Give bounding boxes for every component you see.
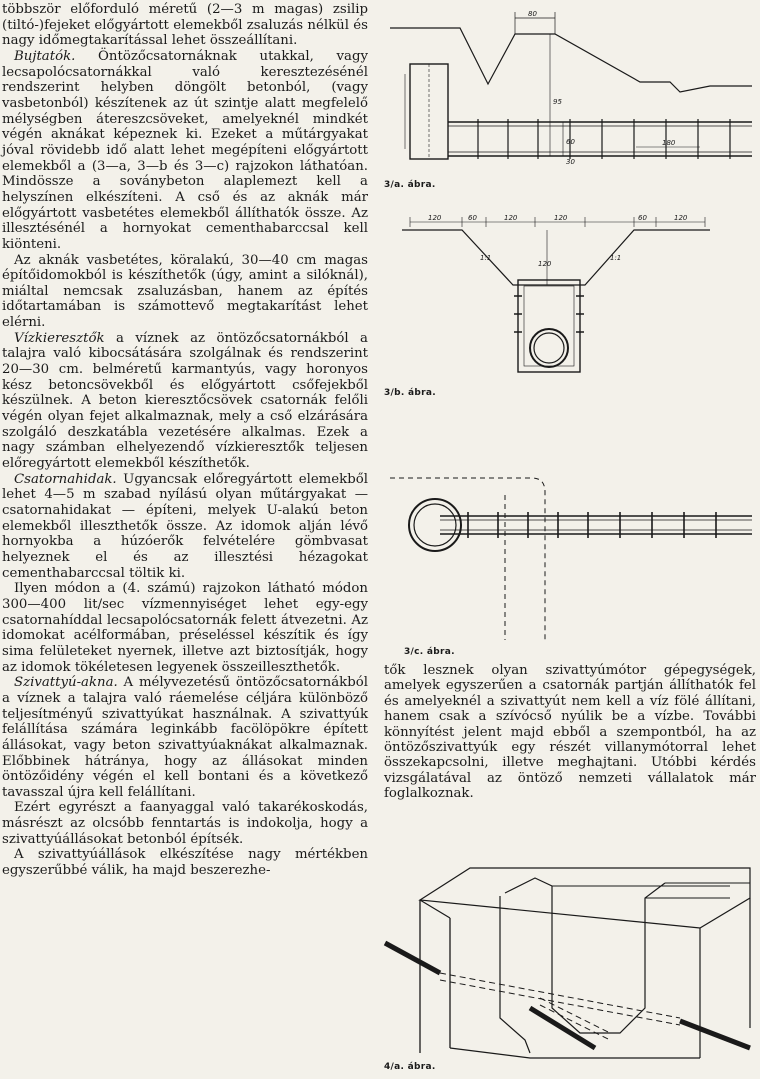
paragraph-intro: többször előforduló méretű (2—3 m magas) zsilip (tiltó-)fejeket előgyártott elemekből zsaluzás nélkül és nagy időmegtakarítással lehet összeállítani. xyxy=(2,2,368,49)
paragraph-vizkieresztok xyxy=(2,331,368,472)
figure-3c xyxy=(380,450,760,657)
caption-3c: 3/c. ábra. xyxy=(404,647,455,657)
dim-3a-pipe: 180 xyxy=(662,139,676,147)
dim-3b-d6: 120 xyxy=(674,214,688,222)
term-csatornahidak: Csatornahidak. xyxy=(14,471,117,487)
term-bujtatok: Bujtatók. xyxy=(14,48,76,64)
paragraph-ilyen-modon: Ilyen módon a (4. számú) rajzokon látható módon 300—400 lit/sec vízmennyiséget lehet egy-egy csatornahíddal lecsapolócsatornák felett átvezetni. Az idomokat acélformában, préseléssel készítik és így sima felületeket nyernek, illetve azt biztosítják, hogy az idomok tökéletesen legyenek összeilleszthetők. xyxy=(2,581,368,675)
dim-3b-s1: 1:1 xyxy=(480,254,492,262)
figure-3b-drawing xyxy=(380,200,760,375)
dim-3b-d1: 120 xyxy=(428,214,442,222)
paragraph-vizkieresztok-text: a víznek az öntözőcsatornákból a talajra való kibocsátására szolgálnak és rendszerint 20—30 cm. belméretű karmantyús, vagy horonyos kész betoncsövekből és előgyártott csőfejekből készülnek. A beton kieresztőcsövek csatornák felőli végén olyan fejet alkalmaznak, mely a cső elzárására szolgáló deszkatábla vezetésére alkalmas. Ezek a nagy számban elhelyezendő vízkieresztők teljesen előregyártott elemekből készíthetők. xyxy=(2,330,368,472)
paragraph-ezert: Ezért egyrészt a faanyaggal való takarékoskodás, másrészt az olcsóbb fenntartás is indokolja, hogy a szivattyúállásokat betonból építsék. xyxy=(2,800,368,847)
caption-3b: 3/b. ábra. xyxy=(384,388,436,398)
dim-3b-s2: 1:1 xyxy=(610,254,622,262)
paragraph-right: tők lesznek olyan szivattyúmótor gépegységek, amelyek egyszerűen a csatornák partján állíthatók fel és amelyeknél a szivattyút nem kell a víz fölé állítani, hanem csak a szívócső nyúlik be a vízbe. További könnyítést jelent majd ebből a szempontból, ha az öntözőszivattyúk egy részét villanymótorral lehet összekapcsolni, illetve meghajtani. Utóbbi kérdés vizsgálatával az öntöző nemzeti vállalatok már foglalkoznak. xyxy=(384,663,756,802)
paragraph-szivattyu-akna-text: A mélyvezetésű öntözőcsatornákból a víznek a talajra való ráemelése céljára különböző teljesítményű szivattyúkat használnak. A szivattyúk felállítása számára leginkább facölöpökre épített állásokat, vagy beton szivattyúaknákat alkalmaznak. Előbbinek hátránya, hogy az állásokat minden öntözőidény végén el kell bontani és a következő tavasszal újra kell felállítani. xyxy=(2,675,368,800)
paragraph-bujtatok-text: Öntözőcsatornáknak utakkal, vagy lecsapolócsatornákkal való keresztezésénél rendszerint helyben döngölt betonból, (vagy vasbetonból) készítenek az út szintje alatt megfelelő mélységben átereszcsöveket, amelyeknél mindkét végén aknákat képeznek ki. Ezeket a műtárgyakat jóval rövidebb idő alatt lehet megépíteni előgyártott elemekből a (3—a, 3—b és 3—c) rajzokon láthatóan. Mindössze a soványbeton alaplemezt kell a helyszínen elkészíteni. A cső és az aknák már előgyártott vasbetétes elemekből állíthatók össze. Az illesztésénél a hornyokat cementhabarccsal kell kiönteni. xyxy=(2,48,368,252)
dim-3a-h2: 60 xyxy=(566,138,575,146)
figure-3a-drawing xyxy=(380,4,760,169)
dim-3a-top: 80 xyxy=(528,10,537,18)
figure-3a xyxy=(380,4,760,190)
dim-3b-d5: 60 xyxy=(638,214,647,222)
paragraph-aknak: Az aknák vasbetétes, köralakú, 30—40 cm magas építőidomokból is készíthetők (úgy, amint a silóknál), miáltal nemcsak zsaluzásban, hanem az építés időtartamában is számottevő megtakarítást lehet elérni. xyxy=(2,252,368,331)
paragraph-bujtatok xyxy=(2,49,368,253)
term-szivattyu-akna: Szivattyú-akna. xyxy=(14,675,118,691)
caption-3a: 3/a. ábra. xyxy=(384,180,436,190)
figure-3b xyxy=(380,200,760,398)
dim-3a-h1: 95 xyxy=(553,98,562,106)
left-text-column xyxy=(2,2,368,879)
figure-4a xyxy=(380,858,760,1072)
paragraph-csatornahidak xyxy=(2,472,368,582)
term-vizkieresztok: Vízkieresztők xyxy=(14,330,105,346)
paragraph-szivattyu-akna xyxy=(2,675,368,800)
figure-4a-drawing xyxy=(380,858,760,1063)
figure-3c-drawing xyxy=(380,450,760,645)
paragraph-szivattyuallasok: A szivattyúállások elkészítése nagy mértékben egyszerűbbé válik, ha majd beszerezhe- xyxy=(2,847,368,879)
paragraph-csatornahidak-text: Ugyancsak előregyártott elemekből lehet 4—5 m szabad nyílású olyan műtárgyakat — csatornahidakat — építeni, melyek U-alakú beton elemekből illeszthetők össze. Az idomok alján lévő hornyokba a húzóerők felvételére gömbvasat helyeznek el és az illesztési hézagokat cementhabarccsal töltik ki. xyxy=(2,471,368,581)
right-text-column xyxy=(384,663,756,802)
caption-4a: 4/a. ábra. xyxy=(384,1062,436,1072)
dim-3b-d2: 60 xyxy=(468,214,477,222)
dim-3b-d4: 120 xyxy=(554,214,568,222)
dim-3b-d3: 120 xyxy=(504,214,518,222)
dim-3b-v: 120 xyxy=(538,260,552,268)
dim-3a-h3: 30 xyxy=(566,158,575,166)
